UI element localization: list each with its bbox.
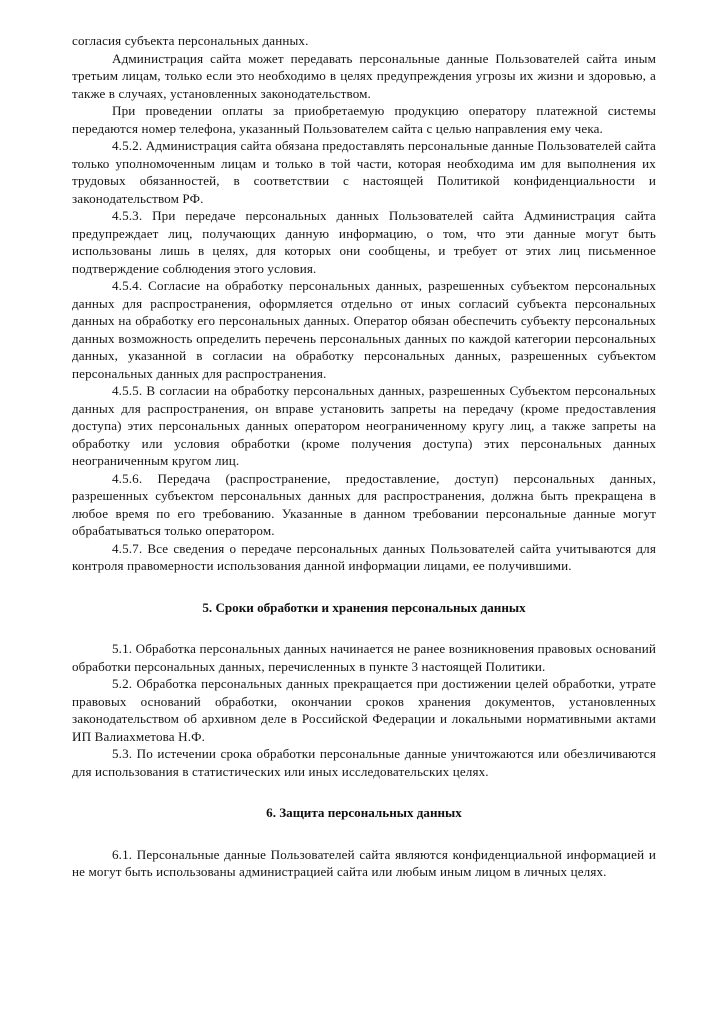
document-text-body [72, 32, 656, 881]
body-paragraph: 5.3. По истечении срока обработки персональные данные уничтожаются или обезличиваются для использования в статистических или иных исследовательских целях. [72, 746, 656, 779]
body-paragraph: 4.5.6. Передача (распространение, предоставление, доступ) персональных данных, разрешенных субъектом персональных данных для распространения, должна быть прекращена в любое время по его требованию. Указанные в данном требовании персональные данные могут обрабатываться только оператором. [72, 470, 656, 538]
body-paragraph: 4.5.7. Все сведения о передаче персональных данных Пользователей сайта учитываются для контроля правомерности использования данной информации лицами, ее получившими. [72, 540, 656, 573]
body-paragraph: согласия субъекта персональных данных. [72, 33, 309, 48]
section-heading: 5. Сроки обработки и хранения персональных данных [202, 599, 526, 615]
body-paragraph: 5.2. Обработка персональных данных прекращается при достижении целей обработки, утрате правовых оснований обработки, окончании сроков хранения документов, установленных законодательством об архивном деле в Российской Федерации и локальными нормативными актами ИП Валиахметова Н.Ф. [72, 676, 656, 744]
body-paragraph: 4.5.5. В согласии на обработку персональных данных, разрешенных Субъектом персональных данных для распространения, он вправе установить запреты на передачу (кроме предоставления доступа) этих персональных данных оператором неограниченному кругу лиц, а также запреты на обработку или условия обработки (кроме получения доступа) этих персональных данных неограниченным кругом лиц. [72, 383, 656, 468]
body-paragraph: 4.5.4. Согласие на обработку персональных данных, разрешенных субъектом персональных данных для распространения, оформляется отдельно от иных согласий субъекта персональных данных на обработку его персональных данных. Оператор обязан обеспечить субъекту персональных данных возможность определить перечень персональных данных по каждой категории персональных данных, указанной в согласии на обработку персональных данных, разрешенных субъектом персональных данных для распространения. [72, 278, 656, 381]
heading-spacer-bottom [72, 822, 656, 846]
body-paragraph: 6.1. Персональные данные Пользователей сайта являются конфиденциальной информацией и не могут быть использованы администрацией сайта или любым иным лицом в личных целях. [72, 846, 656, 879]
body-paragraph: При проведении оплаты за приобретаемую продукцию оператору платежной системы передаются номер телефона, указанный Пользователем сайта с целью направления ему чека. [72, 103, 656, 136]
section-heading: 6. Защита персональных данных [266, 805, 462, 820]
heading-spacer-top [72, 575, 656, 599]
heading-spacer-top [72, 780, 656, 804]
body-paragraph: 5.1. Обработка персональных данных начинается не ранее возникновения правовых оснований обработки персональных данных, перечисленных в пункте 3 настоящей Политики. [72, 641, 656, 674]
body-paragraph: Администрация сайта может передавать персональные данные Пользователей сайта иным третьим лицам, только если это необходимо в целях предупреждения угрозы их жизни и здоровью, а также в случаях, установленных законодательством. [72, 50, 656, 101]
heading-spacer-bottom [72, 616, 656, 640]
body-paragraph: 4.5.2. Администрация сайта обязана предоставлять персональные данные Пользователей сайта только уполномоченным лицам и только в той части, которая необходима им для выполнения их трудовых обязанностей, в соответствии с настоящей Политикой конфиденциальности и законодательством РФ. [72, 138, 656, 206]
body-paragraph: 4.5.3. При передаче персональных данных Пользователей сайта Администрация сайта предупреждает лиц, получающих данную информацию, о том, что эти данные могут быть использованы лишь в целях, для которых они сообщены, и требует от этих лиц письменное подтверждение соблюдения этого условия. [72, 208, 656, 276]
